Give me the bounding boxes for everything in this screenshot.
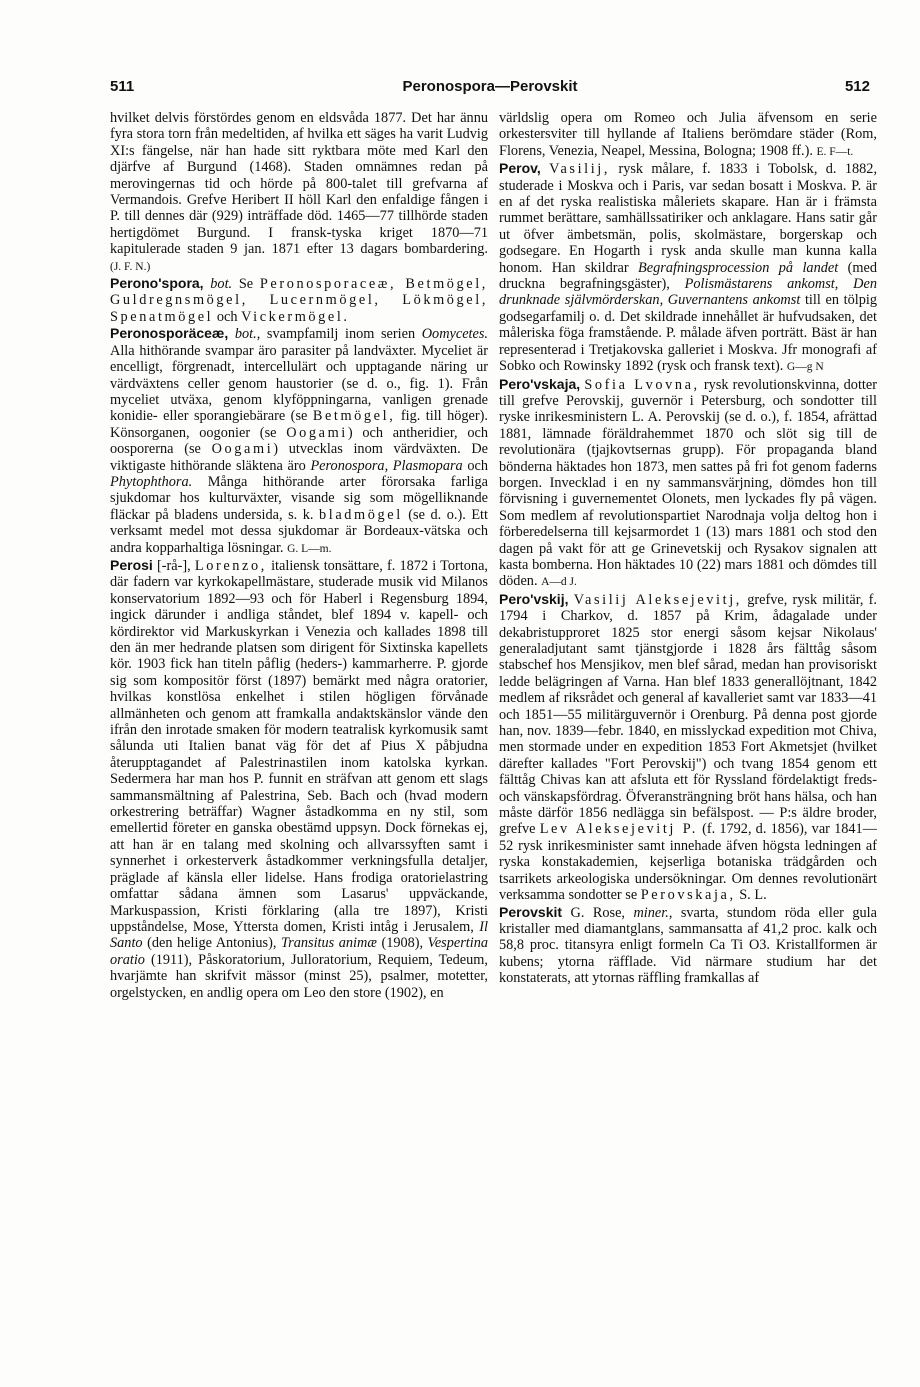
- running-header: [110, 78, 870, 100]
- entry-peronospora: Perono'spora, bot. Se Peronosporaceæ, Betmögel, Guldregnsmögel, Lucernmögel, Lökmögel, Spenatmögel och Vickermögel.: [110, 275, 488, 325]
- cross-reference: Oogami: [211, 441, 274, 458]
- entry-perovskit: Perovskit G. Rose, miner., svarta, stundom röda eller gula kristaller med diamantglans, sammansatta af 41,2 proc. kalk och 58,8 proc. titansyra enligt formeln Ca Ti O3. Kristallformen är kubens; ytorna räfflade. Vid närmare studium har det konstaterats, att ytornas räffling framkallas af: [499, 903, 877, 987]
- headword: Perovskit: [499, 903, 563, 920]
- author-signature: E. F—t.: [816, 145, 854, 158]
- page-number-right: 512: [844, 78, 870, 95]
- headword: Perosi: [110, 556, 153, 573]
- page-number-left: 511: [110, 78, 135, 95]
- headword: Pero'vskaja,: [499, 375, 581, 392]
- author-signature: G. L—m.: [287, 542, 332, 555]
- entry-perovskij: Pero'vskij, Vasilij Aleksejevitj, grefve, rysk militär, f. 1794 i Charkov, d. 1857 på Krim, ådagalade under dekabristupproret 1825 stor energi såsom kejsar Nikolaus' generaladjutant samt tjänstgjorde i 1828 års fälttåg såsom stabschef hos Mensjikov, men blef sårad, medan han provisoriskt ledde belägringen af Varna. Han blef 1833 generallöjtnant, 1842 medlem af riksrådet och general af kavalleriet samt var 1833—41 och 1851—55 militärguvernör i Orenburg. På denna post gjorde han, nov. 1839—febr. 1840, en misslyckad expedition mot Chiva, men stormade under en expedition 1853 Fort Akmetsjet (hvilket därefter kallades "Fort Perovskij") och tvang 1854 genom ett fälttåg Chivas kan att afsluta ett för Ryssland fördelaktigt freds- och vänskapsfördrag. Öfveransträngning bröt hans hälsa, och han måste därför 1856 nedlägga sin befälspost. — P:s äldre broder, grefve Lev Aleksejevitj P. (f. 1792, d. 1856), var 1841—52 rysk inrikesminister samt innehade äfven högsta ledningen af ryska konstakademien, kejserliga botaniska trädgården och tsarrikets arkeologiska undersökningar. Om dennes revolutionärt verksamma sondotter se Perovskaja, S. L.: [499, 590, 877, 904]
- author-signature: A—d J.: [541, 576, 577, 589]
- cross-reference: Perovskaja,: [640, 887, 736, 904]
- author-signature: (J. F. N.): [110, 260, 151, 273]
- left-column: [110, 110, 488, 1370]
- page-title: Peronospora—Perovskit: [402, 78, 578, 95]
- right-column: [499, 110, 877, 1370]
- entry-perovskaja: Pero'vskaja, Sofia Lvovna, rysk revolutionskvinna, dotter till grefve Perovskij, guvernör i Petersburg, och sondotter till ryske inrikesministern L. A. Perovskij (se d. o.), f. 1854, afrättad 1881, lämnade föräldrahemmet 1870 och slöt sig till de revolutionära (tjajkovtsernas grupp). För propaganda bland bönderna häktades hon 1873, men sattes på fri fot genom faderns borgen. Invecklad i en ny sammansvärjning, dömdes hon till förvisning i guvernementet Olonets, men lyckades fly på vägen. Som medlem af revolutionspartiet Narodnaja volja deltog hon i förberedelserna till kejsarmordet 1 (13) mars 1881 och stod den dagen på vakt för att ge Grinevetskij och Rysakov signalen att kasta bomberna. Hon häktades 10 (22) mars 1881 och dömdes till döden. A—d J.: [499, 375, 877, 590]
- entry-perov: Perov, Vasilij, rysk målare, f. 1833 i Tobolsk, d. 1882, studerade i Moskva och i Paris, var sedan bosatt i Moskva. P. är en af det ryska realistiska måleriets skapare. Han är i främsta rummet berättare, samhällssatiriker och anklagare. Hans satir går ut öfver ämbetsmän, polis, skolmästare, borgerskap och godsegare. En Hogarth i rysk anda skulle man kunna kalla honom. Han skildrar Begrafningsprocession på landet (med druckna begrafningsgäster), Polismästarens ankomst, Den drunknade självmörderskan, Guvernantens ankomst till en tölpig godsegarfamilj o. d. Det skildrade innehållet är hufvudsaken, det måleriska föga framstående. P. målade äfven porträtt. Bäst är han representerad i Tretjakovska galleriet i Moskva. Jfr monografi af Sobko och Rowinsky 1892 (rysk och fransk text). G—g N: [499, 160, 877, 375]
- cross-reference: Betmögel,: [312, 408, 396, 425]
- entry-peronosporaceae: Peronosporäceæ, bot., svampfamilj inom serien Oomycetes. Alla hithörande svampar äro parasiter på landväxter. Myceliet är encelligt, förgrenadt, intercellulärt och upptagande näring ur värdväxtens celler genom haustorier (se d. o., fig. 1). Från myceliet utväxa, genom klyföppningarna, vanligen grenade konidie- eller sporangiebärare (se Betmögel, fig. till höger). Könsorganen, oogonier (se Oogami) och antheridier, och oosporerna (se Oogami) utvecklas inom värdväxten. De viktigaste hithörande släktena äro Peronospora, Plasmopara och Phytophthora. Många hithörande arter förorsaka farliga sjukdomar hos kulturväxter, visande sig som mögelliknande fläckar på bladens undersida, s. k. bladmögel (se d. o.). Ett verksamt medel mot dessa sjukdomar är Bordeaux-vätska och andra kopparhaltiga lösningar. G. L—m.: [110, 325, 488, 556]
- entry-perosi-continued: världslig opera om Romeo och Julia äfvensom en serie orkestersviter till hyllande af Italiens berömdare städer (Rom, Florens, Venezia, Neapel, Messina, Bologna; 1908 ff.). E. F—t.: [499, 110, 877, 159]
- headword: Peronosporäceæ,: [110, 325, 229, 342]
- cross-reference: bladmögel: [319, 506, 403, 523]
- author-signature: G—g N: [786, 361, 824, 374]
- entry-perosi: Perosi [-rå-], Lorenzo, italiensk tonsättare, f. 1872 i Tortona, där fadern var kyrkokapellmästare, studerade musik vid Milanos konservatorium 1892—93 och för Haberl i Regensburg 1894, ingick därunder i andliga ståndet, blef 1894 v. kapell- och kördirektor vid Markuskyrkan i Venezia och kallades 1898 till den än mer hedrande platsen som dirigent för Sixtinska kapellets kör. 1903 fick han titeln påflig (heders-) kammarherre. P. gjorde sig som kompositör först (1897) bemärkt med några oratorier, hvilkas konstlösa enkelhet i stilen högligen förvånade allmänheten och genom att framkalla andaktskänslor vände den ifrån den inrotade smaken för modern teatralisk kyrkomusik samt sålunda uti Italien banat väg för det af Pius X påbjudna återupptagandet af Palestrinastilen inom katolska kyrkan. Sedermera har man hos P. funnit en sträfvan att genom ett slags sammansmältning af Palestrina, Seb. Bach och (hvad modern orkestrering beträffar) Wagner åstadkomma en ny stil, som emellertid företer en ganska obestämd uppsyn. Dock förnekas ej, att han är en talang med skolning och allvarssyften samt i synnerhet i orkesterverk åstadkommer verkningsfulla detaljer, präglade af känsla eller lidelse. Hans frodiga oratorielastring omfattar sådana ämnen som Lasarus' uppväckande, Markuspassion, Kristi förklaring (alla tre 1897), Kristi uppståndelse, Mose, Yttersta domen, Kristi intåg i Jerusalem, Il Santo (den helige Antonius), Transitus animæ (1908), Vespertina oratio (1911), Påskoratorium, Julloratorium, Requiem, Tedeum, hvarjämte han skrifvit mässor (minst 25), psalmer, motetter, orgelstycken, en andlig opera om Leo den store (1902), en: [110, 556, 488, 1001]
- cross-reference: Oogami: [286, 424, 348, 441]
- entry-peronne-continued: hvilket delvis förstördes genom en eldsvåda 1877. Det har ännu fyra stora torn från medeltiden, af hvilka ett säges ha varit Ludvig XI:s fängelse, när han hade sitt ryktbara möte med Karl den djärfve af Burgund (1468). Staden omnämnes redan på merovingernas tid och hörde på 800-talet till grefvarna af Vermandois. Grefve Heribert II höll Karl den enfaldige fången i P. till dennes där (929) inträffade död. 1465—77 tillhörde staden hertigdömet Burgund. I fransk-tyska kriget 1870—71 kapitulerade staden 9 jan. 1871 efter 13 dagars bombardering. (J. F. N.): [110, 110, 488, 273]
- headword: Pero'vskij,: [499, 590, 569, 607]
- cross-reference: Peronosporaceæ, Betmögel, Guldregnsmögel, Lucernmögel, Lökmögel, Spenatmögel: [110, 276, 488, 325]
- cross-reference: Vickermögel.: [241, 308, 350, 325]
- headword: Perono'spora,: [110, 275, 204, 292]
- headword: Perov,: [499, 160, 541, 177]
